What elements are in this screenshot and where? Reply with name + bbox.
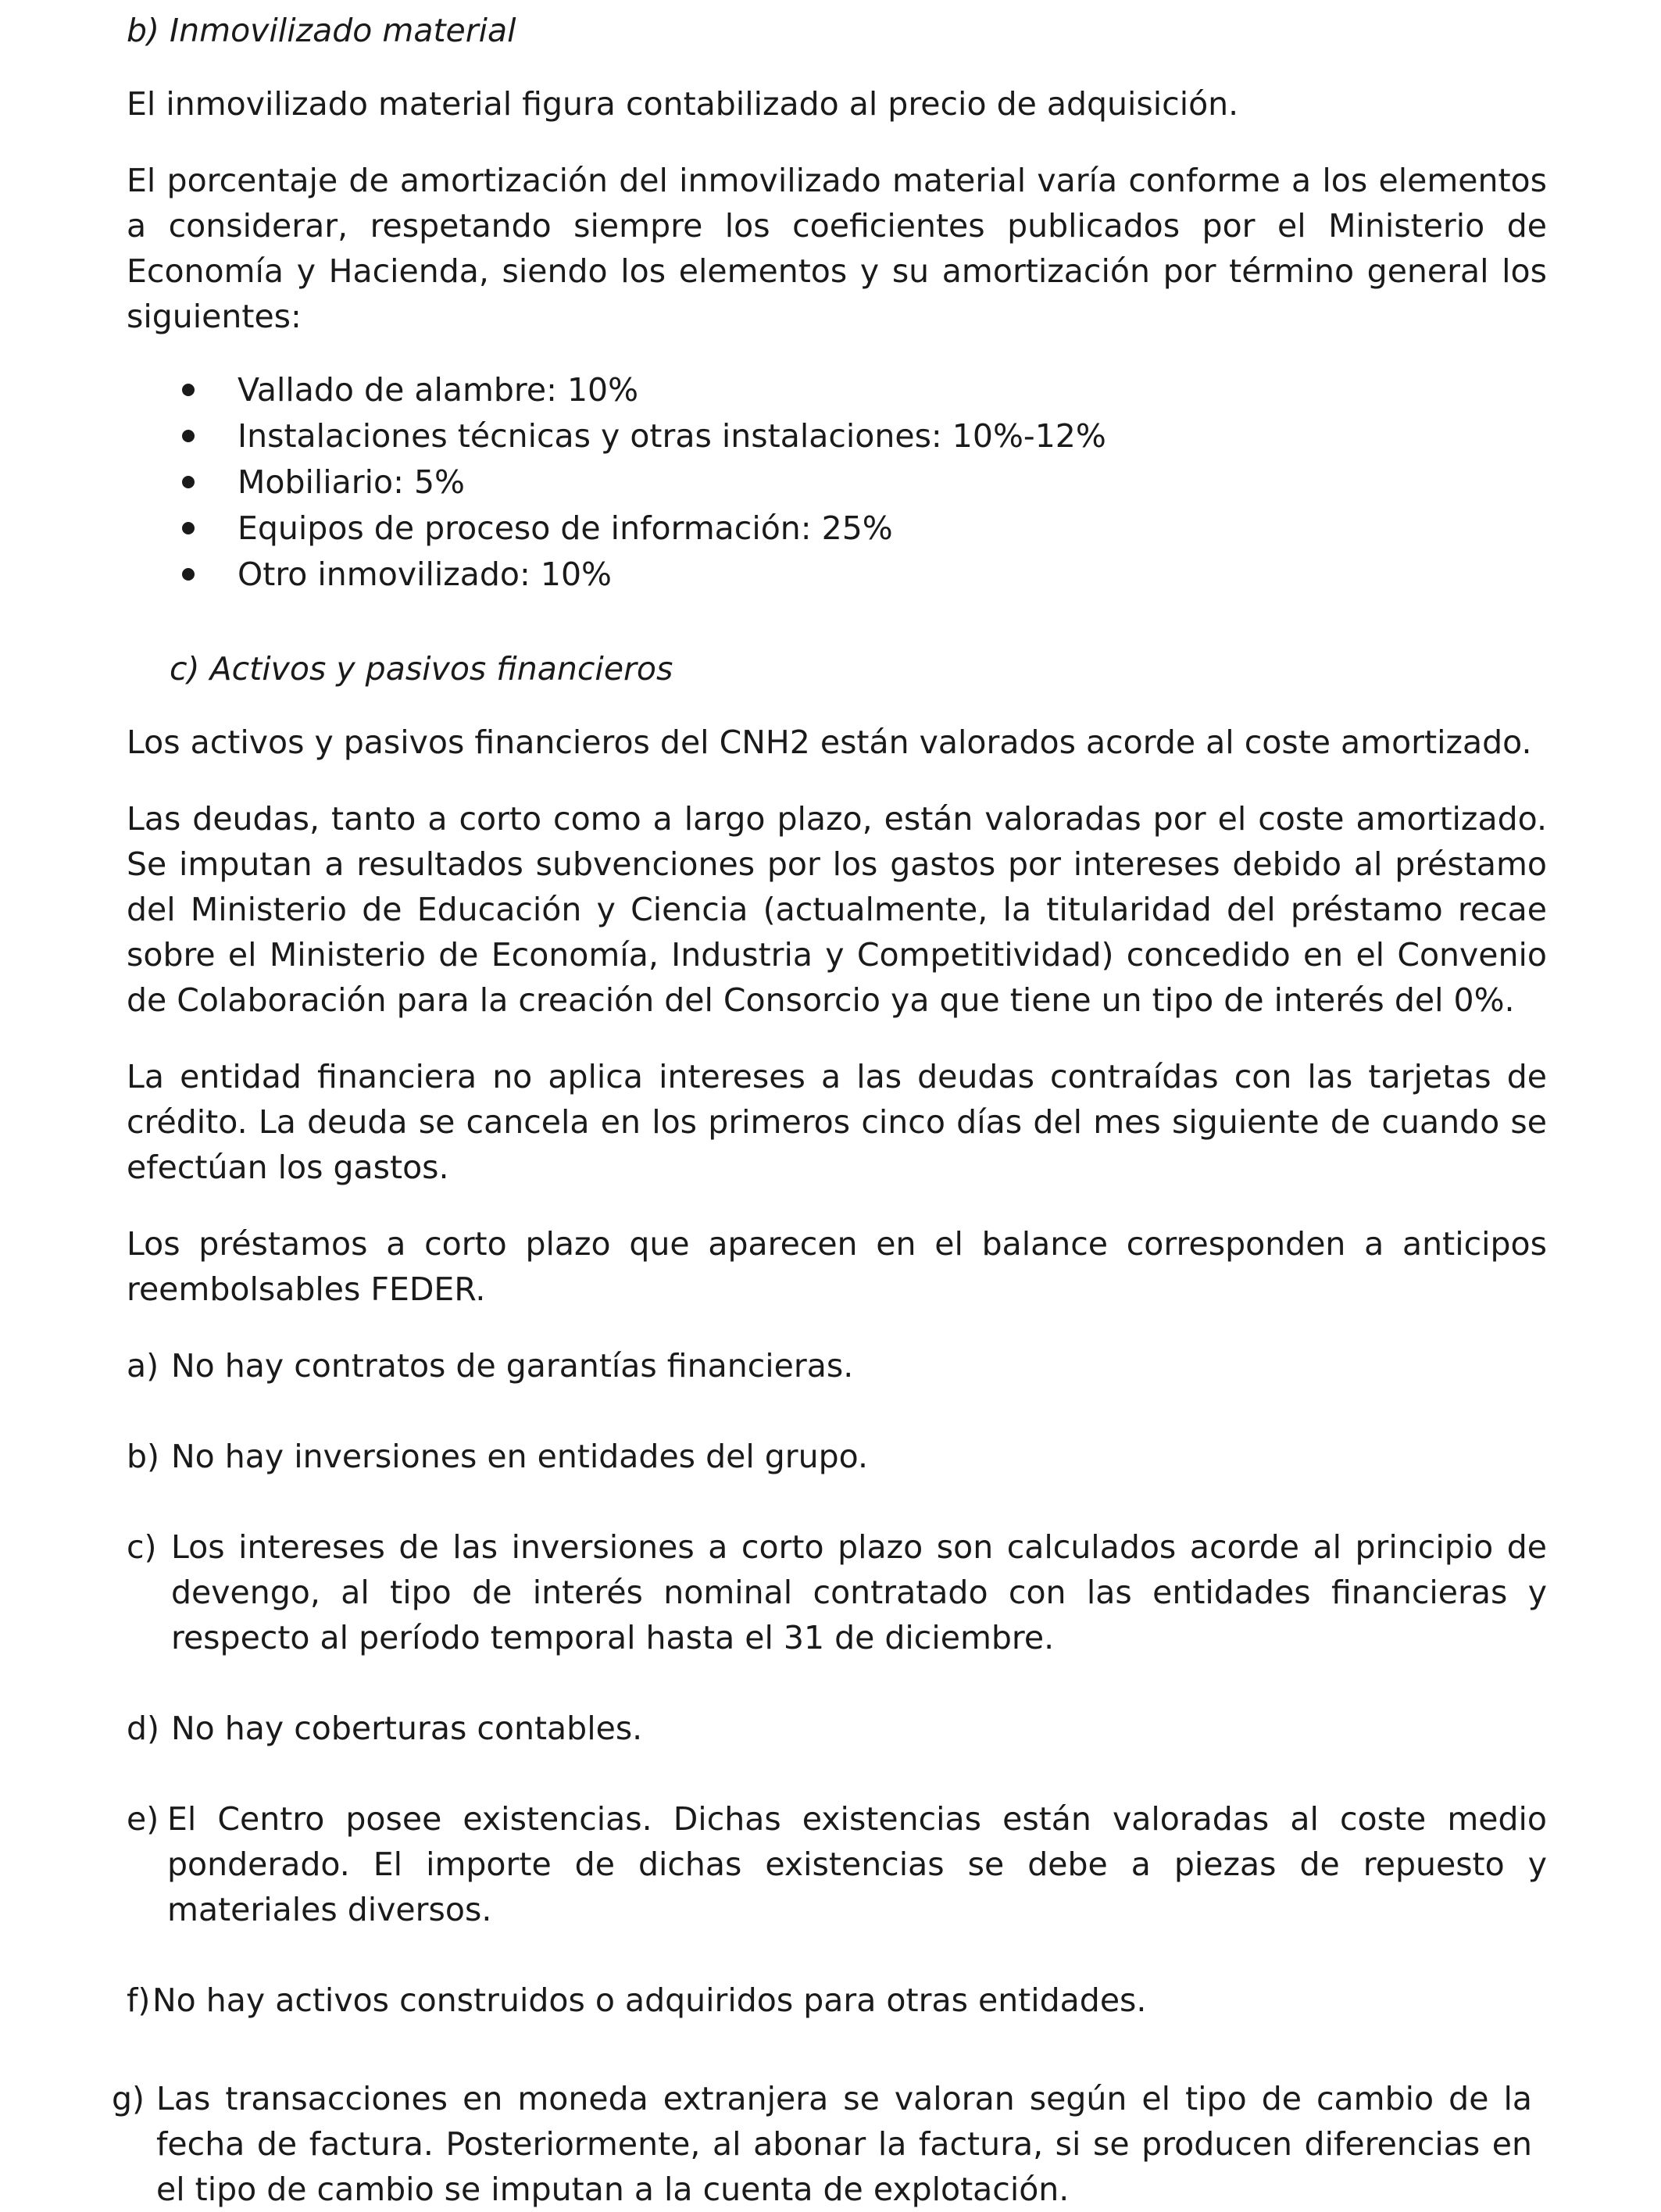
item-text: No hay coberturas contables.: [171, 1710, 643, 1747]
list-item: Otro inmovilizado: 10%: [127, 552, 1547, 598]
paragraph-prestamos: Los préstamos a corto plazo que aparecen en el balance corresponden a anticipos reembolsables FEDER.: [127, 1225, 1547, 1308]
list-item-f: [127, 1978, 1547, 2023]
paragraph-deudas: Las deudas, tanto a corto como a largo plazo, están valoradas por el coste amortizado. Se imputan a resultados subvenciones por los gastos por intereses debido al préstamo del Ministerio de Educación y Ciencia (actualmente, la titularidad del préstamo recae sobre el Ministerio de Economía, Industria y Competitividad) concedido en el Convenio de Colaboración para la creación del Consorcio ya que tiene un tipo de interés del 0%.: [127, 800, 1547, 1019]
list-item-a: [127, 1343, 1547, 1388]
paragraph-tarjetas-credito: La entidad financiera no aplica intereses a las deudas contraídas con las tarjetas de crédito. La deuda se cancela en los primeros cinco días del mes siguiente de cuando se efectúan los gastos.: [127, 1058, 1547, 1186]
list-item-e: [127, 1796, 1547, 1932]
item-marker: c): [127, 1528, 157, 1566]
item-marker: e): [127, 1800, 159, 1838]
list-item: Instalaciones técnicas y otras instalaciones: 10%-12%: [127, 413, 1547, 459]
list-item-b: [127, 1434, 1547, 1479]
item-text: No hay activos construidos o adquiridos para otras entidades.: [152, 1982, 1147, 2019]
amortization-list: [127, 367, 1547, 598]
list-item-d: [127, 1706, 1547, 1751]
section-b-heading: b) Inmovilizado material: [127, 12, 516, 49]
item-marker: g): [112, 2080, 145, 2117]
list-item: Mobiliario: 5%: [127, 459, 1547, 506]
item-marker: a): [127, 1347, 159, 1385]
list-item: Vallado de alambre: 10%: [127, 367, 1547, 413]
item-text: Los intereses de las inversiones a corto plazo son calculados acorde al principio de devengo, al tipo de interés nominal contratado con las entidades financieras y respecto al período temporal hasta el 31 de diciembre.: [171, 1528, 1547, 1656]
list-item: Equipos de proceso de información: 25%: [127, 506, 1547, 552]
section-c-heading: c) Activos y pasivos financieros: [170, 650, 673, 688]
list-item-c: [127, 1524, 1547, 1660]
item-marker: d): [127, 1710, 160, 1747]
item-marker: b): [127, 1438, 160, 1475]
paragraph-precio-adquisicion: El inmovilizado material figura contabilizado al precio de adquisición.: [127, 85, 1239, 123]
list-item-g: [112, 2076, 1532, 2212]
item-marker: f): [127, 1982, 151, 2019]
item-text: No hay inversiones en entidades del grupo.: [171, 1438, 869, 1475]
paragraph-coste-amortizado: Los activos y pasivos financieros del CNH2 están valorados acorde al coste amortizado.: [127, 724, 1532, 761]
item-text: No hay contratos de garantías financieras.: [171, 1347, 854, 1385]
item-text: Las transacciones en moneda extranjera se valoran según el tipo de cambio de la fecha de factura. Posteriormente, al abonar la factura, si se producen diferencias en el tipo de cambio se imputan a la cuenta de explotación.: [156, 2080, 1532, 2208]
paragraph-amortizacion: El porcentaje de amortización del inmovilizado material varía conforme a los elementos a considerar, respetando siempre los coeficientes publicados por el Ministerio de Economía y Hacienda, siendo los elementos y su amortización por término general los siguientes:: [127, 162, 1547, 335]
item-text: El Centro posee existencias. Dichas existencias están valoradas al coste medio ponderado. El importe de dichas existencias se debe a piezas de repuesto y materiales diversos.: [167, 1800, 1547, 1928]
